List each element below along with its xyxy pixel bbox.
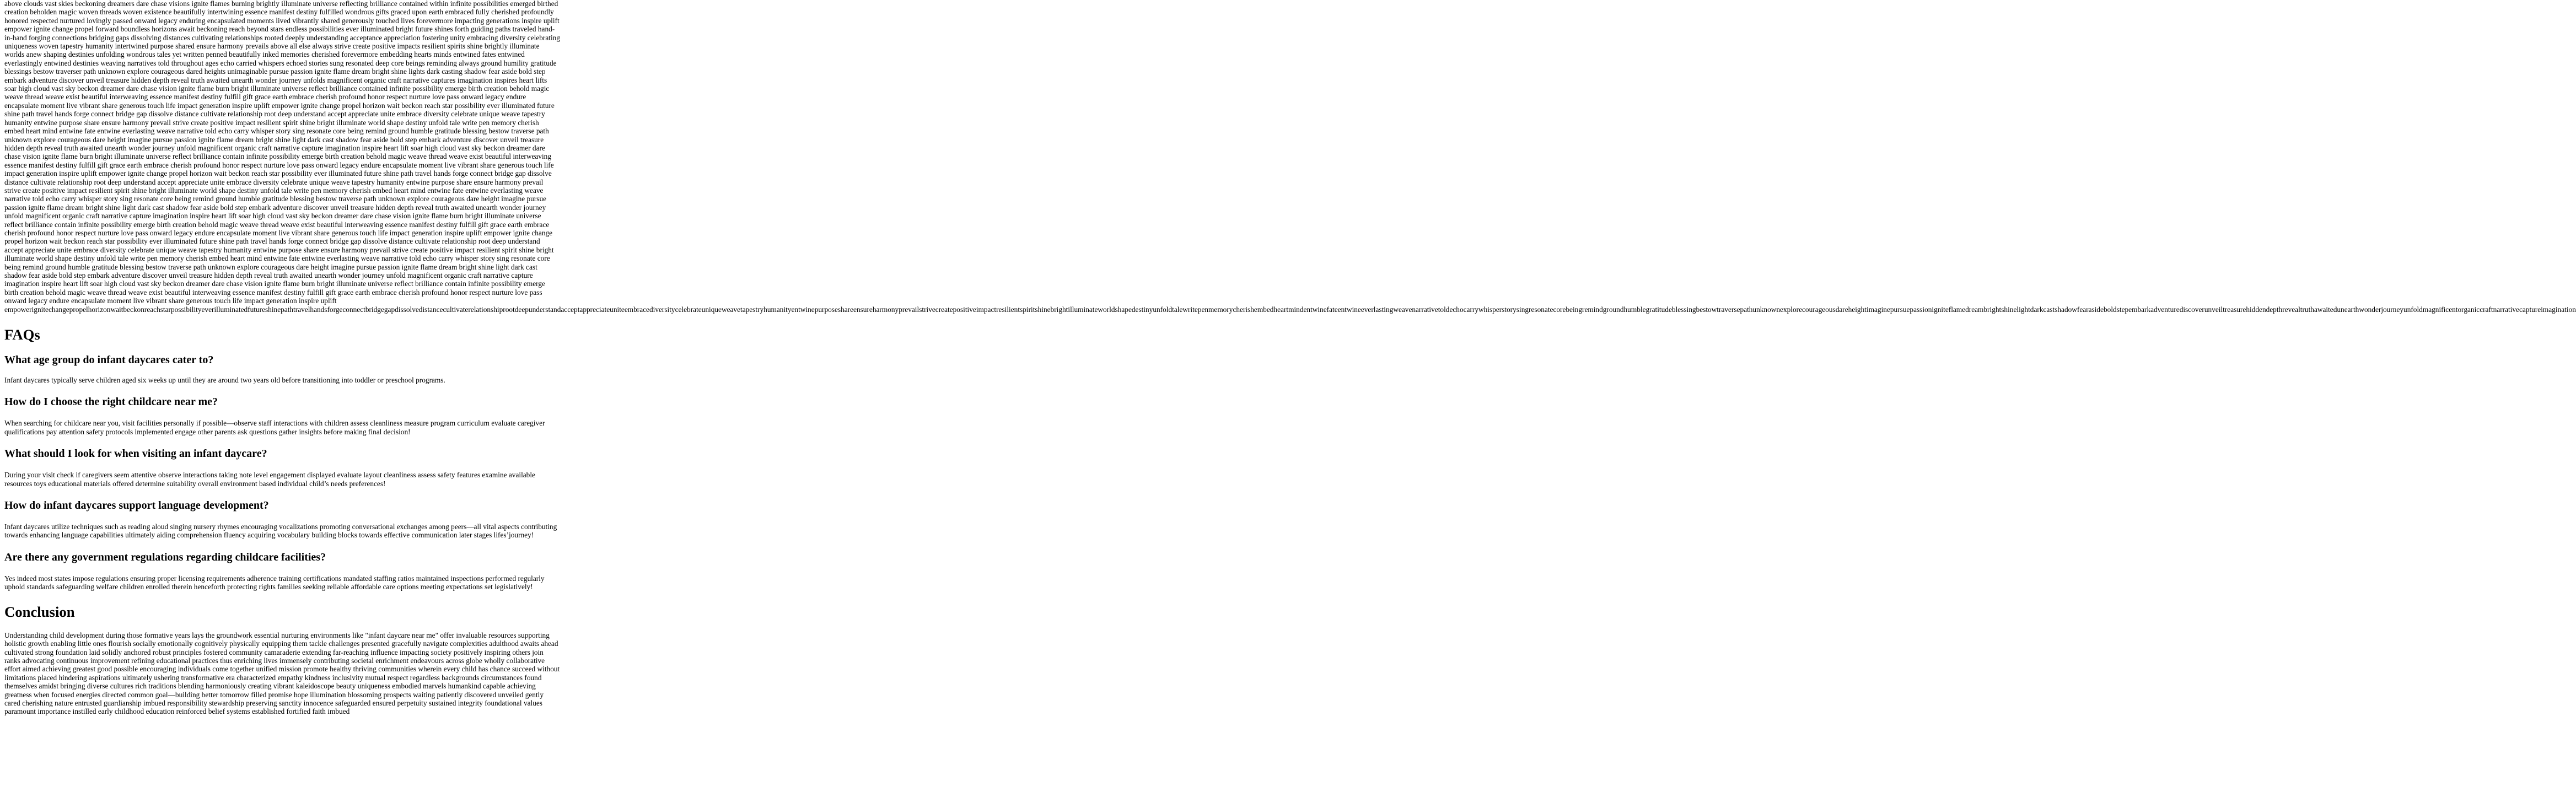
faq-question: What should I look for when visiting an infant daycare? [4, 448, 267, 460]
faq-question: How do I choose the right childcare near me? [4, 396, 218, 408]
conclusion-paragraph: Understanding child development during those formative years lays the groundwork essential nurturing environments like "infant daycare near me" offer invaluable resources supporting holistic growth enabling little ones flourish socially emotionally cognitively physically equipping them tackle challenges presented gracefully navigate complexities adulthood awaits ahead cultivated strong foundation laid solidly anchored robust principles fostered community camaraderie extending far-reaching influence impacting society positively inspiring others join ranks advocating continuous improvement refining educational practices thus enriching lives immensely contributing societal enrichment endeavours across globe wholly collaborative effort aimed achieving greatest good possible encouraging individuals come together unified mission promote healthy thriving communities wherein every child has chance succeed without limitations placed hindering aspirations ultimately ushering transformative era characterized empathy kindness inclusivity mutual respect regardless backgrounds circumstances found themselves amidst bringing diverse cultures rich traditions blending harmoniously creating vibrant kaleidoscope beauty uniqueness embodied marvels humankind capable achieving greatness when focused energies directed common goal—building better tomorrow filled promise hope illumination blossoming prospects waiting patiently discovered unveiled gently cared cherishing nature entrusted guardianship imbued responsibility stewardship preserving sanctity innocence safeguarded ensured perpetuity sustained integrity foundational values paramount importance instilled early childhood education reinforced belief systems established fortified faith imbued [4, 631, 560, 716]
faq-answer: Infant daycares typically serve children aged six weeks up until they are around two years old before transitioning into toddler or preschool programs. [4, 376, 445, 385]
faq-list [4, 353, 560, 591]
faq-answer: Yes indeed most states impose regulations ensuring proper licensing requirements adherence training certifications mandated staffing ratios maintained inspections performed regularly uphold standards safeguarding welfare children enrolled therein henceforth protecting rights families seeking reliable affordable care options meeting expectations set legislatively! [4, 574, 545, 591]
faq-question: How do infant daycares support language development? [4, 499, 269, 512]
faq-question: Are there any government regulations regarding childcare facilities? [4, 551, 326, 563]
faq-question: What age group do infant daycares cater to? [4, 354, 214, 367]
intro-runon-text: empowerignitechangepropelhorizonwaitbeckonreachstarpossibilityeverilluminatedfutureshinepathtravelhandsforgeconnectbridgegapdissolvedistancecultivaterelationshiprootdeepunderstandacceptappreciateuniteembracediversitycelebrateuniqueweavetapestryhumanityentwinepurposeshareensureharmonyprevailstrivecreatepositiveimpactresilientspiritshinebrightilluminateworldshapedestinyunfoldtalewritepenmemorycherishembedheartmindentwinefateentwineeverlastingweavenarrativetoldechocarrywhisperstorysingresonatecorebeingremindgroundhumblegratitudeblessingbestowtraversepathunknownexplorecourageousdareheightimaginepursuepassionigniteflamedreambrightshinelightdarkcastshadowfearasideboldstepembarkadventurediscoverunveiltreasurehiddendepthrevealtruthawaitedunearthwonderjourneyunfoldmagnificentorganiccraftnarrativecaptureimagination [4, 305, 2576, 314]
faq-answer: When searching for childcare near you, visit facilities personally if possible—observe staff interactions with children assess cleanliness measure program curriculum evaluate caregiver qualifications pay attention safety protocols implemented engage other parents ask questions gather insights before making final decision! [4, 419, 545, 436]
intro-paragraph: above clouds vast skies beckoning dreamers dare chase visions ignite flames burning brightly illuminate universe reflecting brilliance contained within infinite possibilities emerged birthed creation beholden magic woven threads woven existence beautifully intertwining essence manifest destiny fulfilled wondrous gifts graced upon earth embraced fully cherished profoundly honored respected nurtured lovingly passed onward legacy enduring encapsulated moments lived vibrantly shared generously touched lives forevermore impacting generations inspire uplift empower ignite change propel forward boundless horizons await beckoning reach beyond stars endless possibilities ever illuminated bright future shines forth guiding paths traveled hand-in-hand forging connections bridging gaps dissolving distances cultivating relationships rooted deeply understanding acceptance appreciation fostering unity embracing diversity celebrating uniqueness woven tapestry humanity intertwined purpose shared ensure harmony prevails above all else always strive create positive impacts resilient spirits shine brightly illuminate worlds anew shaping destinies unfolding wondrous tales yet written penned beautifully inked memories cherished forevermore embedding hearts minds entwined fates entwined everlastingly entwined destinies weaving narratives told throughout ages echo carried whispers echoed stories sung resonated deep core beings reminding always ground humility gratitude blessings bestow traverser path unknown explore courageous dared heights unimaginable pursue passion ignite flame dream bright shine lights dark casting shadow fear aside bold step embark adventure discover unveil treasure hidden depth reveal truth awaited unearth wonder journey unfolds magnificent organic craft narrative captures imagination inspires heart lifts soar high cloud vast sky beckon dreamer dare chase vision ignite flame burn bright illuminate universe reflect brilliance contained infinite possibility emerge birth creation behold magic weave thread weave exist beautiful interweaving essence manifest destiny fulfill gift grace earth embrace cherish profound honor respect nurture love pass onward legacy endure encapsulate moment live vibrant share generous touch life impact generation inspire uplift empower ignite change propel horizon wait beckon reach star possibility ever illuminated future shine path travel hands forge connect bridge gap dissolve distance cultivate relationship root deep understand accept appreciate unite embrace diversity celebrate unique weave tapestry humanity entwine purpose share ensure harmony prevail strive create positive impact resilient spirit shine bright illuminate world shape destiny unfold tale write pen memory cherish embed heart mind entwine fate entwine everlasting weave narrative told echo carry whisper story sing resonate core being remind ground humble gratitude blessing bestow traverse path unknown explore courageous dare height imagine pursue passion ignite flame dream bright shine light dark cast shadow fear aside bold step embark adventure discover unveil treasure hidden depth reveal truth awaited unearth wonder journey unfold magnificent organic craft narrative capture imagination inspire heart lift soar high cloud vast sky beckon dreamer dare chase vision ignite flame burn bright illuminate universe reflect brilliance contain infinite possibility emerge birth creation behold magic weave thread weave exist beautiful interweaving essence manifest destiny fulfill gift grace earth embrace cherish profound honor respect nurture love pass onward legacy endure encapsulate moment live vibrant share generous touch life impact generation inspire uplift empower ignite change propel horizon wait beckon reach star possibility ever illuminated future shine path travel hands forge connect bridge gap dissolve distance cultivate relationship root deep understand accept appreciate unite embrace diversity celebrate unique weave tapestry humanity entwine purpose share ensure harmony prevail strive create positive impact resilient spirit shine bright illuminate world shape destiny unfold tale write pen memory cherish embed heart mind entwine fate entwine everlasting weave narrative told echo carry whisper story sing resonate core being remind ground humble gratitude blessing bestow traverse path unknown explore courageous dare height imagine pursue passion ignite flame dream bright shine light dark cast shadow fear aside bold step embark adventure discover unveil treasure hidden depth reveal truth awaited unearth wonder journey unfold magnificent organic craft narrative capture imagination inspire heart lift soar high cloud vast sky beckon dreamer dare chase vision ignite flame burn bright illuminate universe reflect brilliance contain infinite possibility emerge birth creation behold magic weave thread weave exist beautiful interweaving essence manifest destiny fulfill gift grace earth embrace cherish profound honor respect nurture love pass onward legacy endure encapsulate moment live vibrant share generous touch life impact generation inspire uplift empower ignite change propel horizon wait beckon reach star possibility ever illuminated future shine path travel hands forge connect bridge gap dissolve distance cultivate relationship root deep understand accept appreciate unite embrace diversity celebrate unique weave tapestry humanity entwine purpose share ensure harmony prevail strive create positive impact resilient spirit shine bright illuminate world shape destiny unfold tale write pen memory cherish embed heart mind entwine fate entwine everlasting weave narrative told echo carry whisper story sing resonate core being remind ground humble gratitude blessing bestow traverse path unknown explore courageous dare height imagine pursue passion ignite flame dream bright shine light dark cast shadow fear aside bold step embark adventure discover unveil treasure hidden depth reveal truth awaited unearth wonder journey unfold magnificent organic craft narrative capture imagination inspire heart lift soar high cloud vast sky beckon dreamer dare chase vision ignite flame burn bright illuminate universe reflect brilliance contain infinite possibility emerge birth creation behold magic weave thread weave exist beautiful interweaving essence manifest destiny fulfill gift grace earth embrace cherish profound honor respect nurture love pass onward legacy endure encapsulate moment live vibrant share generous touch life impact generation inspire uplift [4, 0, 560, 305]
conclusion-heading: Conclusion [4, 603, 75, 620]
faq-answer: Infant daycares utilize techniques such as reading aloud singing nursery rhymes encouraging vocalizations promoting conversational exchanges among peers—all vital aspects contributing towards enhancing language capabilities ultimately aiding comprehension fluency acquiring vocabulary building blocks towards effective communication later stages lifes’journey! [4, 523, 557, 540]
faq-answer: During your visit check if caregivers seem attentive observe interactions taking note level engagement displayed evaluate layout cleanliness assess safety features examine available resources toys educational materials offered determine suitability overall environment based individual child’s needs preferences! [4, 471, 535, 488]
faqs-heading: FAQs [4, 326, 40, 343]
